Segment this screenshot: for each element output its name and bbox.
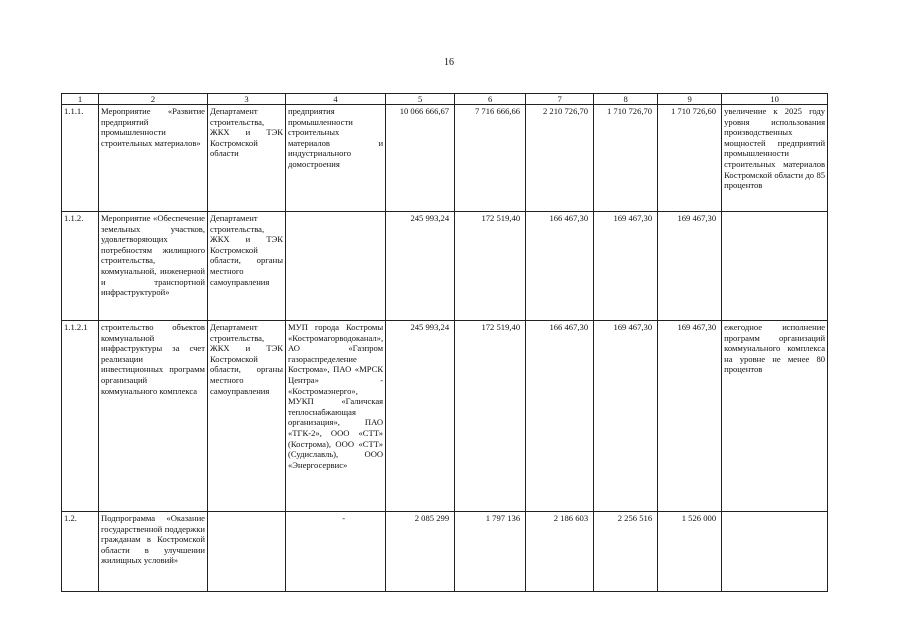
row-value-7: 2 210 726,70 (526, 105, 594, 212)
row-name: Мероприятие «Развитие предприятий промышленности строительных материалов» (99, 105, 208, 212)
row-value-6: 7 716 666,66 (455, 105, 526, 212)
row-value-6: 1 797 136 (455, 512, 526, 592)
table-row (62, 321, 828, 512)
row-result: увеличение к 2025 году уровня использования производственных мощностей предприятий промышленности строительных материалов Костромской области до 85 процентов (722, 105, 828, 212)
row-value-5: 10 066 666,67 (386, 105, 455, 212)
row-value-6: 172 519,40 (455, 321, 526, 512)
row-value-5: 2 085 299 (386, 512, 455, 592)
row-value-7: 2 186 603 (526, 512, 594, 592)
row-value-8: 1 710 726,70 (594, 105, 658, 212)
row-result (722, 512, 828, 592)
header-cell: 1 (62, 94, 99, 105)
page-number: 16 (444, 57, 454, 68)
row-name: Мероприятие «Обеспечение земельных участков, удовлетворяющих потребностям жилищного строительства, коммунальной, инженерной и транспортной инфраструктурой» (99, 212, 208, 321)
header-cell: 9 (658, 94, 722, 105)
row-executor (208, 512, 286, 592)
row-code: 1.1.1. (62, 105, 99, 212)
row-value-8: 2 256 516 (594, 512, 658, 592)
row-result: ежегодное исполнение программ организаций коммунального комплекса на уровне не менее 80 процентов (722, 321, 828, 512)
row-executor: Департамент строительства, ЖКХ и ТЭК Костромской области, органы местного самоуправления (208, 321, 286, 512)
row-value-9: 169 467,30 (658, 321, 722, 512)
row-value-9: 1 526 000 (658, 512, 722, 592)
row-value-6: 172 519,40 (455, 212, 526, 321)
column-number-row (62, 94, 828, 105)
row-participants: предприятия промышленности строительных материалов и индустриального домостроения (286, 105, 386, 212)
header-cell: 2 (99, 94, 208, 105)
row-value-8: 169 467,30 (594, 321, 658, 512)
row-participants (286, 212, 386, 321)
row-value-9: 169 467,30 (658, 212, 722, 321)
row-name: строительство объектов коммунальной инфраструктуры за счет реализации инвестиционных программ организаций коммунального комплекса (99, 321, 208, 512)
header-cell: 8 (594, 94, 658, 105)
row-executor: Департамент строительства, ЖКХ и ТЭК Костромской области (208, 105, 286, 212)
row-value-8: 169 467,30 (594, 212, 658, 321)
table-row (62, 212, 828, 321)
row-value-7: 166 467,30 (526, 321, 594, 512)
header-cell: 10 (722, 94, 828, 105)
row-code: 1.2. (62, 512, 99, 592)
row-value-5: 245 993,24 (386, 321, 455, 512)
row-executor: Департамент строительства, ЖКХ и ТЭК Костромской области, органы местного самоуправления (208, 212, 286, 321)
header-cell: 3 (208, 94, 286, 105)
row-value-7: 166 467,30 (526, 212, 594, 321)
row-participants: - (286, 512, 386, 592)
row-value-9: 1 710 726,60 (658, 105, 722, 212)
program-table (61, 93, 828, 592)
row-participants: МУП города Костромы «Костромагорводоканал», АО «Газпром газораспределение Кострома», ПАО «МРСК Центра» - «Костромаэнерго», МУКП «Галичская теплоснабжающая организация», ПАО «ТГК-2», ООО «СТТ» (Кострома), ООО «СТТ» (Судиславль), ООО «Энергосервис» (286, 321, 386, 512)
row-result (722, 212, 828, 321)
row-code: 1.1.2. (62, 212, 99, 321)
row-value-5: 245 993,24 (386, 212, 455, 321)
table-row (62, 512, 828, 592)
header-cell: 6 (455, 94, 526, 105)
header-cell: 4 (286, 94, 386, 105)
row-code: 1.1.2.1 (62, 321, 99, 512)
header-cell: 5 (386, 94, 455, 105)
row-name: Подпрограмма «Оказание государственной поддержки гражданам в Костромской области в улучшении жилищных условий» (99, 512, 208, 592)
table-row (62, 105, 828, 212)
header-cell: 7 (526, 94, 594, 105)
